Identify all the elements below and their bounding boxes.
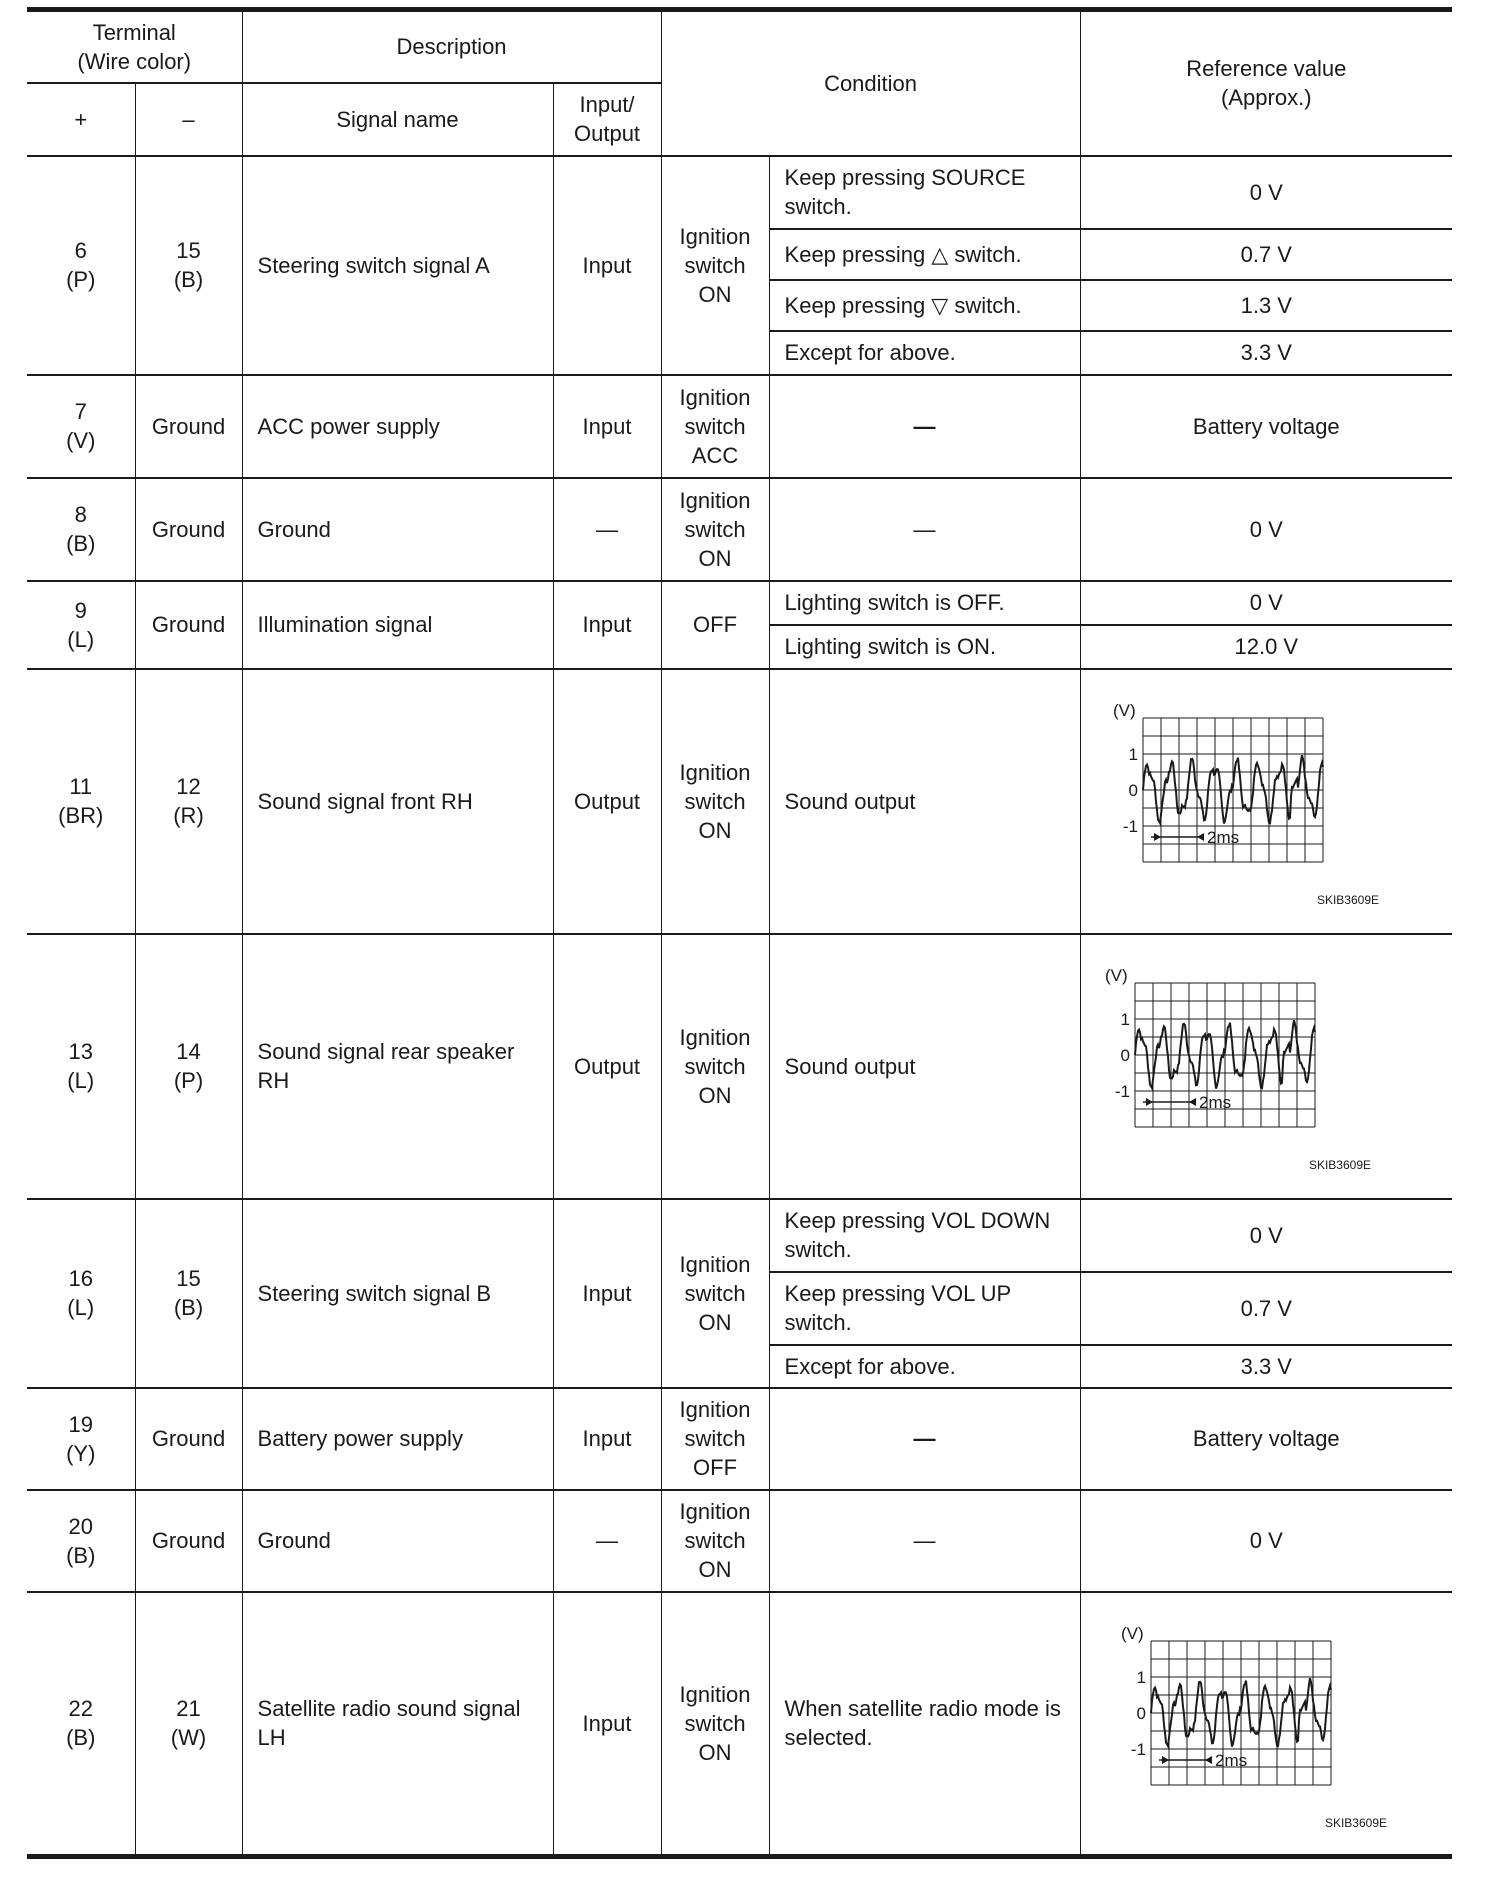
terminal-reference-sheet xyxy=(27,7,1452,1859)
input-output: — xyxy=(553,1490,661,1592)
figure-code: SKIB3609E xyxy=(1316,892,1379,907)
ignition-state: Ignition switch ON xyxy=(661,669,769,934)
reference-waveform-cell xyxy=(1080,934,1452,1199)
condition: Sound output xyxy=(769,669,1080,934)
terminal-plus: 16 (L) xyxy=(27,1199,135,1388)
terminal-minus: Ground xyxy=(135,1490,242,1592)
time-scale-label: 2ms xyxy=(1198,1092,1231,1112)
ignition-state: Ignition switch ON xyxy=(661,1199,769,1388)
terminal-minus: 14 (P) xyxy=(135,934,242,1199)
table-row xyxy=(27,581,1452,625)
header-input-output: Input/ Output xyxy=(553,83,661,156)
signal-name: Satellite radio sound signal LH xyxy=(242,1592,553,1857)
reference-value: 3.3 V xyxy=(1080,1345,1452,1388)
terminal-plus: 11 (BR) xyxy=(27,669,135,934)
terminal-plus: 22 (B) xyxy=(27,1592,135,1857)
waveform-y-tick: 0 xyxy=(1136,1703,1146,1723)
input-output: Output xyxy=(553,669,661,934)
ignition-state: Ignition switch ACC xyxy=(661,375,769,478)
waveform-y-tick: -1 xyxy=(1122,816,1138,836)
terminal-plus: 6 (P) xyxy=(27,156,135,375)
terminal-minus: Ground xyxy=(135,1388,242,1490)
reference-value: 1.3 V xyxy=(1080,280,1452,331)
reference-value: 3.3 V xyxy=(1080,331,1452,375)
header-condition: Condition xyxy=(661,10,1080,156)
condition: Except for above. xyxy=(769,1345,1080,1388)
signal-name: Sound signal front RH xyxy=(242,669,553,934)
table-row xyxy=(27,375,1452,478)
reference-value: 0 V xyxy=(1080,1490,1452,1592)
condition: — xyxy=(769,1388,1080,1490)
condition: — xyxy=(769,478,1080,581)
header-description: Description xyxy=(242,10,661,83)
terminal-minus: Ground xyxy=(135,478,242,581)
table-row xyxy=(27,669,1452,934)
terminal-minus: 21 (W) xyxy=(135,1592,242,1857)
reference-value: 0 V xyxy=(1080,1199,1452,1272)
input-output: Input xyxy=(553,581,661,669)
signal-name: ACC power supply xyxy=(242,375,553,478)
condition: Keep pressing SOURCE switch. xyxy=(769,156,1080,229)
condition: Except for above. xyxy=(769,331,1080,375)
signal-name: Steering switch signal A xyxy=(242,156,553,375)
reference-value: Battery voltage xyxy=(1080,375,1452,478)
ignition-state: Ignition switch OFF xyxy=(661,1388,769,1490)
condition: Keep pressing VOL DOWN switch. xyxy=(769,1199,1080,1272)
terminal-minus: Ground xyxy=(135,581,242,669)
ignition-state: Ignition switch ON xyxy=(661,478,769,581)
ignition-state: Ignition switch ON xyxy=(661,156,769,375)
terminal-plus: 9 (L) xyxy=(27,581,135,669)
waveform-y-tick: -1 xyxy=(1130,1739,1146,1759)
signal-name: Sound signal rear speaker RH xyxy=(242,934,553,1199)
header-plus: + xyxy=(27,83,135,156)
terminal-plus: 19 (Y) xyxy=(27,1388,135,1490)
condition: — xyxy=(769,375,1080,478)
table-row xyxy=(27,1490,1452,1592)
waveform-unit-label: (V) xyxy=(1120,1626,1144,1643)
input-output: Input xyxy=(553,1592,661,1857)
condition: Keep pressing ▽ switch. xyxy=(769,280,1080,331)
header-reference: Reference value (Approx.) xyxy=(1080,10,1452,156)
up-triangle-icon: △ xyxy=(931,241,949,267)
terminal-plus: 7 (V) xyxy=(27,375,135,478)
condition: When satellite radio mode is selected. xyxy=(769,1592,1080,1857)
input-output: Input xyxy=(553,1199,661,1388)
header-signal-name: Signal name xyxy=(242,83,553,156)
ignition-state: Ignition switch ON xyxy=(661,1592,769,1857)
reference-value: 12.0 V xyxy=(1080,625,1452,669)
reference-value: 0 V xyxy=(1080,478,1452,581)
terminal-minus: Ground xyxy=(135,375,242,478)
table-row xyxy=(27,1199,1452,1272)
signal-name: Illumination signal xyxy=(242,581,553,669)
terminal-plus: 13 (L) xyxy=(27,934,135,1199)
ignition-state: Ignition switch ON xyxy=(661,934,769,1199)
reference-waveform-cell xyxy=(1080,1592,1452,1857)
waveform-y-tick: 0 xyxy=(1128,780,1138,800)
reference-value: 0.7 V xyxy=(1080,1272,1452,1345)
terminal-plus: 20 (B) xyxy=(27,1490,135,1592)
condition: Keep pressing △ switch. xyxy=(769,229,1080,280)
terminal-table xyxy=(27,7,1452,1859)
down-triangle-icon: ▽ xyxy=(931,292,949,318)
figure-code: SKIB3609E xyxy=(1308,1157,1371,1172)
reference-value: 0.7 V xyxy=(1080,229,1452,280)
waveform-graph xyxy=(1119,1627,1389,1832)
ignition-state: Ignition switch ON xyxy=(661,1490,769,1592)
table-row xyxy=(27,478,1452,581)
condition: Lighting switch is ON. xyxy=(769,625,1080,669)
input-output: Output xyxy=(553,934,661,1199)
condition: Lighting switch is OFF. xyxy=(769,581,1080,625)
terminal-minus: 15 (B) xyxy=(135,1199,242,1388)
waveform-y-tick: 1 xyxy=(1120,1009,1130,1029)
reference-value: 0 V xyxy=(1080,156,1452,229)
signal-name: Ground xyxy=(242,478,553,581)
condition: Keep pressing VOL UP switch. xyxy=(769,1272,1080,1345)
waveform-unit-label: (V) xyxy=(1104,968,1128,985)
waveform-graph xyxy=(1111,704,1381,909)
table-row xyxy=(27,934,1452,1199)
condition: Sound output xyxy=(769,934,1080,1199)
reference-waveform-cell xyxy=(1080,669,1452,934)
waveform-unit-label: (V) xyxy=(1112,703,1136,720)
time-scale-label: 2ms xyxy=(1214,1750,1247,1770)
waveform-y-tick: 1 xyxy=(1136,1667,1146,1687)
time-scale-label: 2ms xyxy=(1206,827,1239,847)
header-minus: – xyxy=(135,83,242,156)
reference-value: Battery voltage xyxy=(1080,1388,1452,1490)
input-output: Input xyxy=(553,156,661,375)
signal-name: Steering switch signal B xyxy=(242,1199,553,1388)
waveform-graph xyxy=(1103,969,1373,1174)
waveform-y-tick: -1 xyxy=(1114,1081,1130,1101)
table-row xyxy=(27,1388,1452,1490)
signal-name: Battery power supply xyxy=(242,1388,553,1490)
header-terminal: Terminal (Wire color) xyxy=(27,10,242,83)
figure-code: SKIB3609E xyxy=(1324,1815,1387,1830)
table-header xyxy=(27,10,1452,156)
terminal-plus: 8 (B) xyxy=(27,478,135,581)
input-output: Input xyxy=(553,375,661,478)
waveform-y-tick: 0 xyxy=(1120,1045,1130,1065)
terminal-minus: 12 (R) xyxy=(135,669,242,934)
signal-name: Ground xyxy=(242,1490,553,1592)
ignition-state: OFF xyxy=(661,581,769,669)
reference-value: 0 V xyxy=(1080,581,1452,625)
condition: — xyxy=(769,1490,1080,1592)
terminal-minus: 15 (B) xyxy=(135,156,242,375)
table-row xyxy=(27,1592,1452,1857)
table-row xyxy=(27,156,1452,229)
input-output: — xyxy=(553,478,661,581)
input-output: Input xyxy=(553,1388,661,1490)
waveform-y-tick: 1 xyxy=(1128,744,1138,764)
